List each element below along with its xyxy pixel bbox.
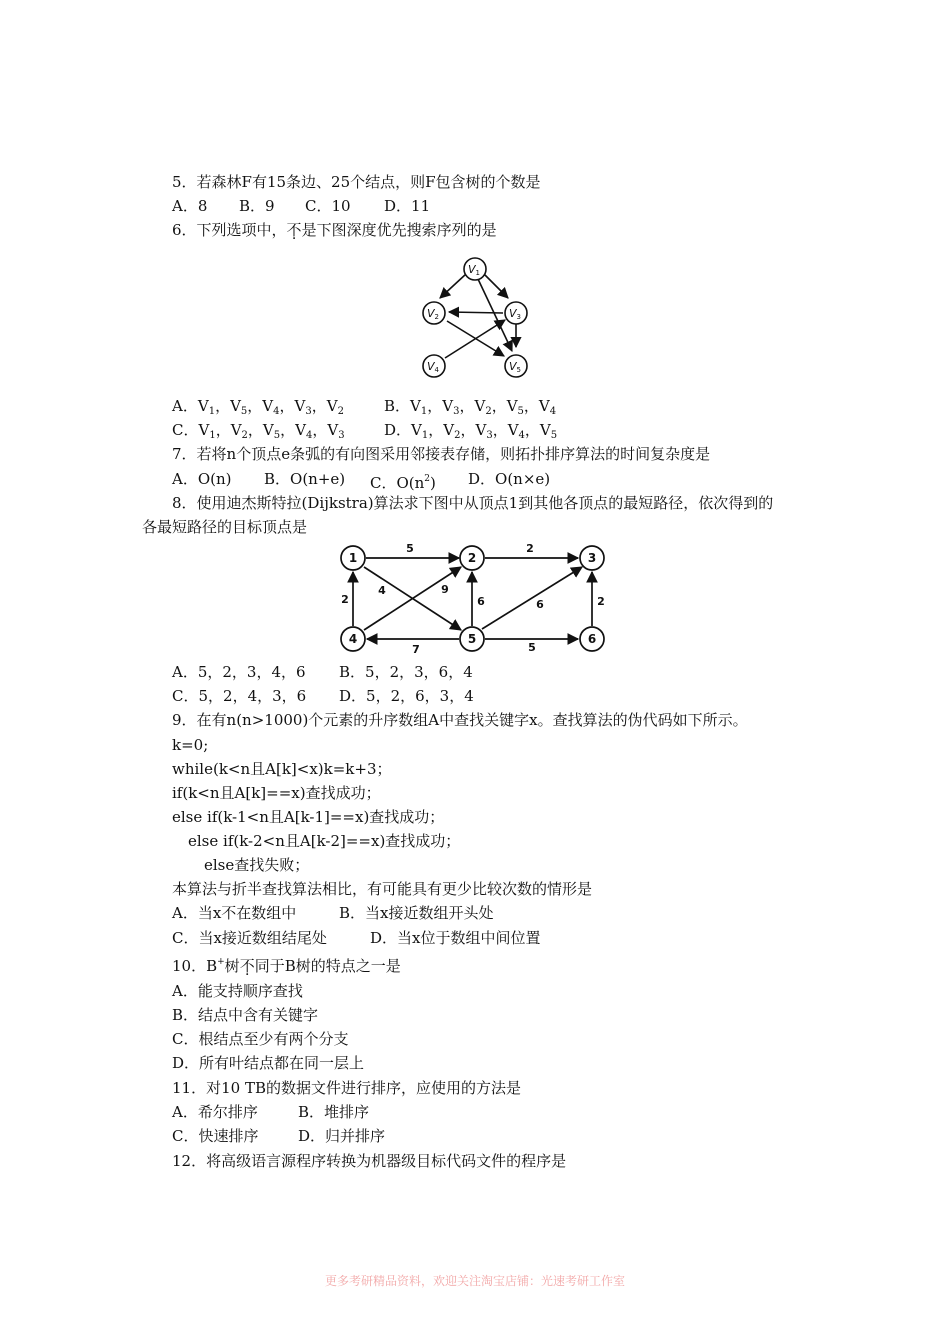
q11-option-b: B．堆排序	[298, 1103, 370, 1121]
q8-node-6-label: 6	[587, 632, 597, 646]
q6-node-v3-label: V3	[509, 307, 521, 321]
q9-code-line-3: if(k<n且A[k]==x)查找成功；	[172, 784, 381, 802]
q6-node-v2-label: V2	[427, 307, 439, 321]
q8-weight-4-2: 9	[441, 583, 449, 596]
q6-node-v5-label: V5	[509, 360, 521, 374]
q10-option-b: B．结点中含有关键字	[172, 1006, 319, 1024]
q10-stem-post: 同于B树的特点之一是	[254, 957, 401, 975]
q8-weight-2-3: 2	[526, 542, 534, 555]
q8-weight-4-1: 2	[341, 593, 349, 606]
q8-weight-5-2: 6	[477, 595, 485, 608]
q6-stem-post: 是下图深度优先搜索序列的是	[301, 221, 497, 239]
q9-question: 本算法与折半查找算法相比，有可能具有更少比较次数的情形是	[172, 880, 593, 898]
q9-code-line-5: else if(k-2<n且A[k-2]==x)查找成功；	[188, 832, 461, 850]
q8-weight-6-3: 2	[597, 595, 605, 608]
q10-option-a: A．能支持顺序查找	[172, 982, 303, 1000]
q8-weight-5-4: 7	[412, 643, 420, 656]
q7-option-a: A．O(n)	[172, 470, 232, 488]
q8-edge-5-3	[482, 567, 582, 629]
q9-stem: 9．在有n(n>1000)个元素的升序数组A中查找关键字x。查找算法的伪代码如下所示。	[172, 711, 748, 729]
q8-weight-1-5: 4	[378, 584, 386, 597]
q9-code-line-1: k=0;	[172, 736, 209, 754]
q8-stem-line1: 8．使用迪杰斯特拉(Dijkstra)算法求下图中从顶点1到其他各顶点的最短路径，依次得到的	[172, 494, 774, 512]
q6-option-d: D．$V_1$，$V_2$，$V_3$，$V_4$，$V_5$	[384, 421, 558, 441]
q10-stem-emphasis: 不	[239, 957, 255, 975]
q8-weight-5-6: 5	[528, 641, 536, 654]
q5-option-a: A．8	[172, 197, 208, 215]
q10-stem	[172, 952, 401, 976]
q6-option-b: B．$V_1$，$V_3$，$V_2$，$V_5$，$V_4$	[384, 397, 557, 417]
q8-weight-1-2: 5	[406, 542, 414, 555]
q10-stem-sup: +	[217, 957, 225, 967]
q8-node-5-label: 5	[467, 632, 477, 646]
q8-option-c: C．5，2，4，3，6	[172, 687, 307, 705]
q9-option-d: D．当x位于数组中间位置	[370, 929, 541, 947]
q11-stem: 11．对10 TB的数据文件进行排序，应使用的方法是	[172, 1079, 521, 1097]
q12-stem: 12．将高级语言源程序转换为机器级目标代码文件的程序是	[172, 1152, 567, 1170]
q8-graph	[330, 535, 620, 660]
q6-graph	[410, 252, 540, 382]
q7-option-c: C．$O(n^2)$	[370, 474, 436, 492]
q10-option-d: D．所有叶结点都在同一层上	[172, 1054, 365, 1072]
q6-node-v1-label: V1	[468, 263, 480, 277]
q10-stem-pre: 10．B	[172, 957, 218, 975]
q7-option-b: B．O(n+e)	[264, 470, 346, 488]
q6-stem-emphasis: 不	[286, 221, 302, 239]
q8-node-2-label: 2	[467, 551, 477, 565]
q9-option-c: C．当x接近数组结尾处	[172, 929, 327, 947]
q8-option-a: A．5，2，3，4，6	[172, 663, 306, 681]
q9-code-line-4: else if(k-1<n且A[k-1]==x)查找成功；	[172, 808, 445, 826]
q6-option-c: C．$V_1$，$V_2$，$V_5$，$V_4$，$V_3$	[172, 421, 345, 441]
q8-node-1-label: 1	[348, 551, 358, 565]
q6-option-a: A．$V_1$，$V_5$，$V_4$，$V_3$，$V_2$	[172, 397, 344, 417]
q5-option-b: B．9	[239, 197, 275, 215]
q9-code-line-2: while(k<n且A[k]<x)k=k+3；	[172, 760, 392, 778]
q9-option-b: B．当x接近数组开头处	[339, 904, 494, 922]
q8-stem-line2: 各最短路径的目标顶点是	[142, 518, 308, 536]
q10-stem-mid: 树	[224, 957, 240, 975]
q6-edge-v3-v2	[449, 312, 503, 313]
q11-option-c: C．快速排序	[172, 1127, 259, 1145]
q8-node-3-label: 3	[587, 551, 597, 565]
q6-node-v4-label: V4	[427, 360, 439, 374]
q6-edge-v1-v3	[484, 274, 508, 298]
q9-code-line-6: else查找失败；	[204, 856, 310, 874]
q6-stem	[172, 220, 497, 240]
q11-option-a: A．希尔排序	[172, 1103, 258, 1121]
q5-option-c: C．10	[305, 197, 351, 215]
q7-stem: 7．若将n个顶点e条弧的有向图采用邻接表存储，则拓扑排序算法的时间复杂度是	[172, 445, 711, 463]
q8-node-4-label: 4	[348, 632, 358, 646]
q5-option-d: D．11	[384, 197, 431, 215]
q9-option-a: A．当x不在数组中	[172, 904, 297, 922]
q8-weight-5-3: 6	[536, 598, 544, 611]
q6-stem-pre: 6．下列选项中，	[172, 221, 287, 239]
q11-option-d: D．归并排序	[298, 1127, 386, 1145]
q5-stem: 5．若森林F有15条边、25个结点，则F包含树的个数是	[172, 173, 541, 191]
q6-edge-v1-v2	[440, 274, 466, 298]
q7-option-d: D．O(n×e)	[468, 470, 551, 488]
footer-watermark: 更多考研精品资料，欢迎关注淘宝店铺：光速考研工作室	[324, 1274, 625, 1288]
q8-option-d: D．5，2，6，3，4	[339, 687, 474, 705]
q8-option-b: B．5，2，3，6，4	[339, 663, 473, 681]
q10-option-c: C．根结点至少有两个分支	[172, 1030, 349, 1048]
